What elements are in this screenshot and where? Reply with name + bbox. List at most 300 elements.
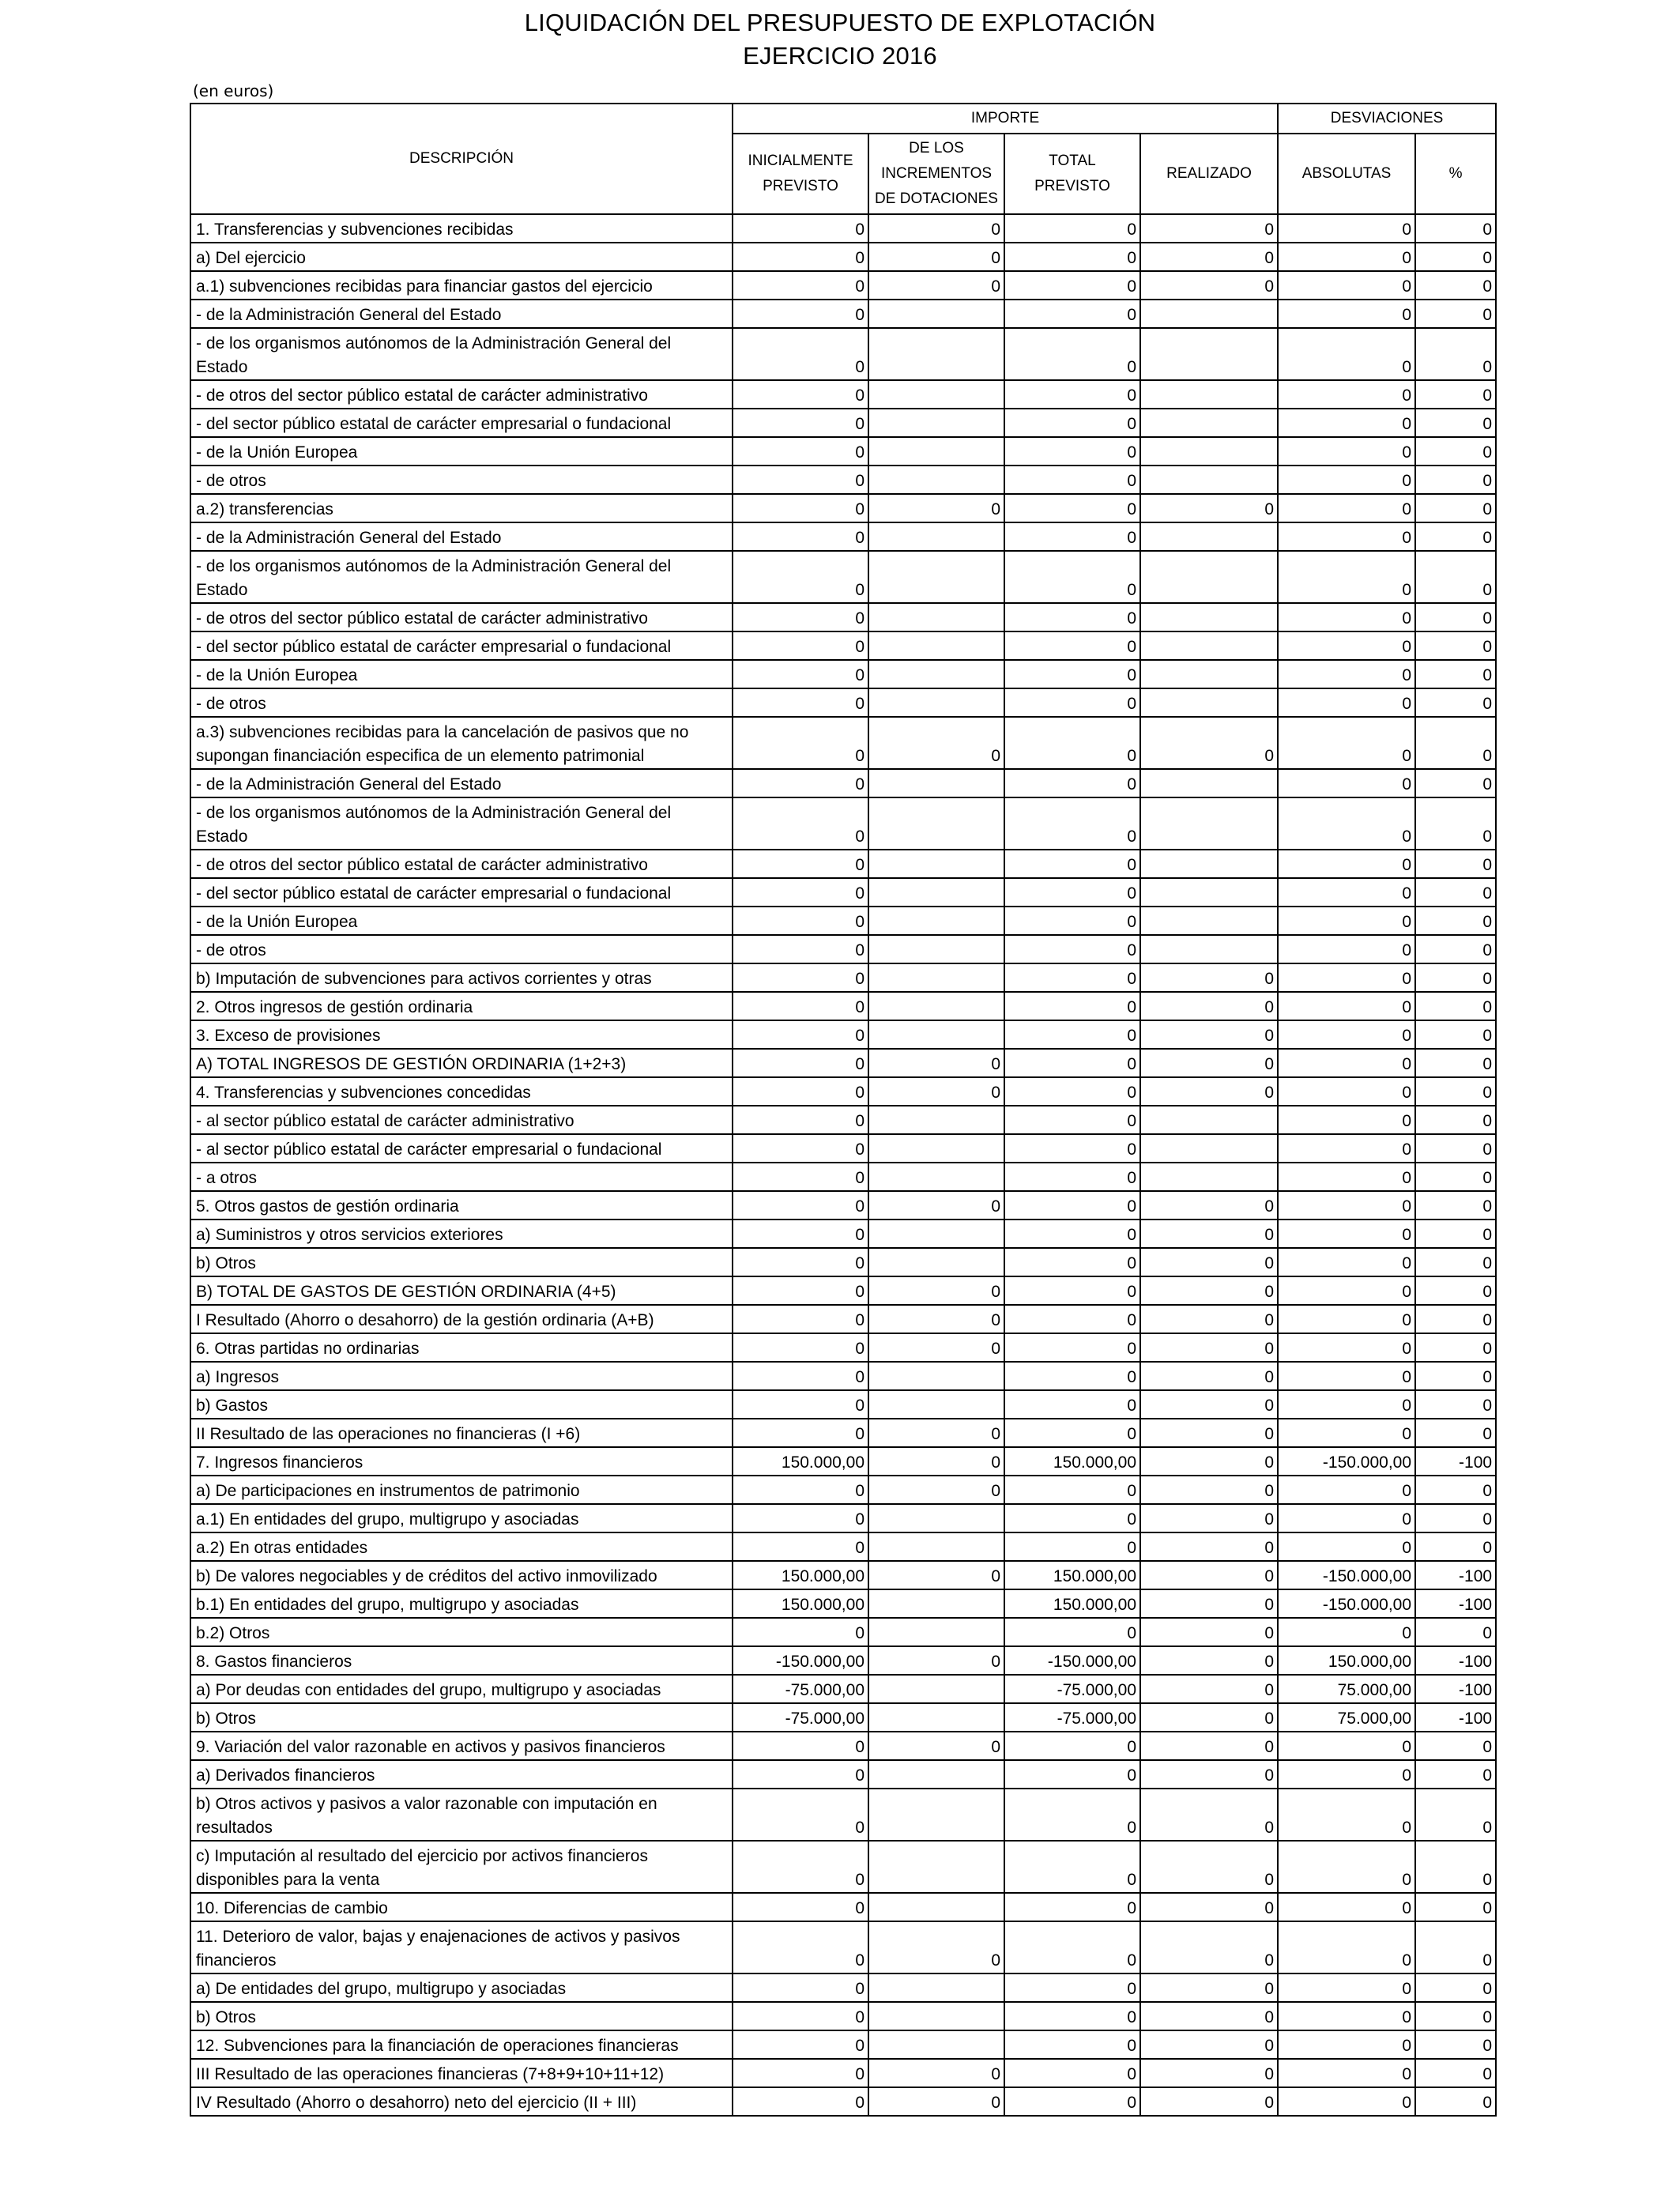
- header-inicialmente-previsto: [733, 134, 868, 214]
- cell-realizado: [1140, 522, 1278, 551]
- cell-inicialmente-previsto: 0: [733, 300, 868, 328]
- cell-incrementos: [868, 551, 1004, 603]
- cell-incrementos: [868, 1163, 1004, 1191]
- table-row: [190, 717, 1496, 769]
- row-description: B) TOTAL DE GASTOS DE GESTIÓN ORDINARIA (4+5): [190, 1276, 733, 1305]
- cell-realizado: 0: [1140, 494, 1278, 522]
- cell-total-previsto: 0: [1004, 935, 1140, 963]
- table-header: [190, 104, 1496, 214]
- table-row: [190, 1276, 1496, 1305]
- cell-porcentaje: 0: [1415, 963, 1496, 992]
- table-row: [190, 878, 1496, 907]
- table-row: [190, 2087, 1496, 2116]
- cell-total-previsto: 0: [1004, 1163, 1140, 1191]
- cell-porcentaje: 0: [1415, 551, 1496, 603]
- cell-realizado: 0: [1140, 1049, 1278, 1077]
- cell-realizado: [1140, 300, 1278, 328]
- cell-incrementos: [868, 1841, 1004, 1893]
- cell-absolutas: 0: [1278, 2030, 1415, 2059]
- cell-inicialmente-previsto: 0: [733, 878, 868, 907]
- cell-realizado: [1140, 935, 1278, 963]
- table-row: [190, 551, 1496, 603]
- cell-absolutas: 0: [1278, 1220, 1415, 1248]
- cell-inicialmente-previsto: 0: [733, 963, 868, 992]
- row-description: a) Ingresos: [190, 1362, 733, 1390]
- cell-realizado: 0: [1140, 1561, 1278, 1589]
- cell-inicialmente-previsto: 0: [733, 1163, 868, 1191]
- row-description: b) Otros: [190, 1703, 733, 1732]
- cell-total-previsto: 0: [1004, 1248, 1140, 1276]
- cell-incrementos: [868, 1589, 1004, 1618]
- cell-inicialmente-previsto: 0: [733, 1276, 868, 1305]
- cell-porcentaje: 0: [1415, 2059, 1496, 2087]
- table-row: [190, 1419, 1496, 1447]
- cell-incrementos: [868, 1532, 1004, 1561]
- cell-absolutas: 0: [1278, 1049, 1415, 1077]
- cell-inicialmente-previsto: 0: [733, 1106, 868, 1134]
- cell-absolutas: 0: [1278, 551, 1415, 603]
- row-description: a.2) transferencias: [190, 494, 733, 522]
- cell-incrementos: 0: [868, 214, 1004, 243]
- cell-absolutas: 0: [1278, 1333, 1415, 1362]
- table-row: [190, 1646, 1496, 1675]
- cell-porcentaje: 0: [1415, 1106, 1496, 1134]
- cell-incrementos: [868, 907, 1004, 935]
- cell-inicialmente-previsto: 0: [733, 1191, 868, 1220]
- table-row: [190, 963, 1496, 992]
- table-row: [190, 1732, 1496, 1760]
- cell-inicialmente-previsto: 0: [733, 935, 868, 963]
- header-incrementos-line3: DE DOTACIONES: [875, 190, 998, 207]
- table-row: [190, 1390, 1496, 1419]
- cell-total-previsto: 0: [1004, 522, 1140, 551]
- row-description: 3. Exceso de provisiones: [190, 1020, 733, 1049]
- cell-inicialmente-previsto: 0: [733, 1618, 868, 1646]
- cell-total-previsto: 150.000,00: [1004, 1447, 1140, 1476]
- cell-realizado: 0: [1140, 1305, 1278, 1333]
- cell-total-previsto: 0: [1004, 466, 1140, 494]
- cell-realizado: 0: [1140, 1789, 1278, 1841]
- cell-porcentaje: 0: [1415, 328, 1496, 380]
- cell-porcentaje: 0: [1415, 1532, 1496, 1561]
- cell-total-previsto: 0: [1004, 850, 1140, 878]
- cell-porcentaje: 0: [1415, 878, 1496, 907]
- cell-inicialmente-previsto: 0: [733, 1841, 868, 1893]
- cell-inicialmente-previsto: 0: [733, 243, 868, 271]
- cell-absolutas: 0: [1278, 1921, 1415, 1973]
- cell-incrementos: 0: [868, 1305, 1004, 1333]
- cell-inicialmente-previsto: 0: [733, 1732, 868, 1760]
- cell-incrementos: [868, 1220, 1004, 1248]
- cell-porcentaje: 0: [1415, 1760, 1496, 1789]
- cell-absolutas: 0: [1278, 878, 1415, 907]
- cell-total-previsto: 0: [1004, 603, 1140, 631]
- cell-porcentaje: 0: [1415, 1841, 1496, 1893]
- cell-inicialmente-previsto: 0: [733, 437, 868, 466]
- cell-inicialmente-previsto: 0: [733, 2002, 868, 2030]
- table-row: [190, 494, 1496, 522]
- cell-total-previsto: 0: [1004, 878, 1140, 907]
- cell-inicialmente-previsto: -75.000,00: [733, 1675, 868, 1703]
- cell-absolutas: 0: [1278, 1020, 1415, 1049]
- cell-absolutas: 0: [1278, 1973, 1415, 2002]
- cell-incrementos: [868, 1390, 1004, 1419]
- cell-inicialmente-previsto: 0: [733, 522, 868, 551]
- cell-porcentaje: 0: [1415, 2087, 1496, 2116]
- row-description: 11. Deterioro de valor, bajas y enajenaciones de activos y pasivos financieros: [190, 1921, 733, 1973]
- table-row: [190, 1305, 1496, 1333]
- cell-absolutas: 0: [1278, 328, 1415, 380]
- table-row: [190, 1476, 1496, 1504]
- cell-absolutas: 0: [1278, 850, 1415, 878]
- cell-absolutas: 0: [1278, 214, 1415, 243]
- table-row: [190, 769, 1496, 797]
- cell-absolutas: 0: [1278, 603, 1415, 631]
- cell-realizado: [1140, 850, 1278, 878]
- cell-incrementos: 0: [868, 1333, 1004, 1362]
- cell-absolutas: 0: [1278, 1419, 1415, 1447]
- cell-porcentaje: -100: [1415, 1703, 1496, 1732]
- table-row: [190, 1248, 1496, 1276]
- cell-porcentaje: 0: [1415, 271, 1496, 300]
- cell-absolutas: 75.000,00: [1278, 1675, 1415, 1703]
- cell-realizado: [1140, 688, 1278, 717]
- cell-realizado: 0: [1140, 1973, 1278, 2002]
- cell-porcentaje: 0: [1415, 935, 1496, 963]
- row-description: a) Derivados financieros: [190, 1760, 733, 1789]
- cell-absolutas: 0: [1278, 1760, 1415, 1789]
- header-incrementos-line1: DE LOS: [909, 140, 964, 156]
- report-subtitle: EJERCICIO 2016: [743, 42, 937, 70]
- cell-realizado: [1140, 603, 1278, 631]
- cell-incrementos: [868, 380, 1004, 409]
- cell-incrementos: [868, 1362, 1004, 1390]
- cell-porcentaje: 0: [1415, 1504, 1496, 1532]
- cell-absolutas: 0: [1278, 2002, 1415, 2030]
- row-description: - del sector público estatal de carácter empresarial o fundacional: [190, 631, 733, 660]
- table-row: [190, 243, 1496, 271]
- cell-inicialmente-previsto: 0: [733, 1020, 868, 1049]
- cell-porcentaje: -100: [1415, 1646, 1496, 1675]
- cell-incrementos: 0: [868, 717, 1004, 769]
- row-description: a) De entidades del grupo, multigrupo y asociadas: [190, 1973, 733, 2002]
- cell-inicialmente-previsto: 0: [733, 1504, 868, 1532]
- cell-absolutas: -150.000,00: [1278, 1447, 1415, 1476]
- cell-inicialmente-previsto: 0: [733, 769, 868, 797]
- cell-realizado: [1140, 437, 1278, 466]
- cell-realizado: 0: [1140, 963, 1278, 992]
- cell-incrementos: 0: [868, 1191, 1004, 1220]
- header-total-previsto: [1004, 134, 1140, 214]
- cell-porcentaje: 0: [1415, 1191, 1496, 1220]
- cell-incrementos: [868, 631, 1004, 660]
- cell-incrementos: [868, 850, 1004, 878]
- row-description: II Resultado de las operaciones no financieras (I +6): [190, 1419, 733, 1447]
- table-row: [190, 1589, 1496, 1618]
- cell-total-previsto: 0: [1004, 214, 1140, 243]
- cell-incrementos: 0: [868, 494, 1004, 522]
- row-description: - del sector público estatal de carácter empresarial o fundacional: [190, 878, 733, 907]
- table-row: [190, 603, 1496, 631]
- cell-total-previsto: 0: [1004, 1134, 1140, 1163]
- cell-incrementos: 0: [868, 1447, 1004, 1476]
- cell-absolutas: 0: [1278, 1532, 1415, 1561]
- cell-incrementos: 0: [868, 271, 1004, 300]
- table-row: [190, 992, 1496, 1020]
- table-row: [190, 1561, 1496, 1589]
- cell-inicialmente-previsto: 0: [733, 1476, 868, 1504]
- cell-incrementos: 0: [868, 1276, 1004, 1305]
- cell-realizado: 0: [1140, 1390, 1278, 1419]
- cell-realizado: 0: [1140, 1447, 1278, 1476]
- cell-realizado: [1140, 907, 1278, 935]
- cell-total-previsto: 0: [1004, 992, 1140, 1020]
- cell-realizado: 0: [1140, 243, 1278, 271]
- cell-absolutas: 0: [1278, 1618, 1415, 1646]
- cell-total-previsto: 0: [1004, 1362, 1140, 1390]
- cell-total-previsto: 0: [1004, 907, 1140, 935]
- cell-porcentaje: 0: [1415, 992, 1496, 1020]
- cell-absolutas: 0: [1278, 769, 1415, 797]
- row-description: b) Gastos: [190, 1390, 733, 1419]
- cell-inicialmente-previsto: 0: [733, 1362, 868, 1390]
- cell-porcentaje: -100: [1415, 1561, 1496, 1589]
- cell-inicialmente-previsto: 0: [733, 1419, 868, 1447]
- cell-total-previsto: 0: [1004, 1973, 1140, 2002]
- cell-incrementos: [868, 1106, 1004, 1134]
- table-row: [190, 688, 1496, 717]
- header-importe: IMPORTE: [733, 104, 1278, 134]
- cell-absolutas: 0: [1278, 300, 1415, 328]
- cell-inicialmente-previsto: 0: [733, 1789, 868, 1841]
- row-description: - de los organismos autónomos de la Administración General del Estado: [190, 551, 733, 603]
- cell-porcentaje: 0: [1415, 1276, 1496, 1305]
- row-description: IV Resultado (Ahorro o desahorro) neto del ejercicio (II + III): [190, 2087, 733, 2116]
- cell-realizado: 0: [1140, 2030, 1278, 2059]
- cell-inicialmente-previsto: 0: [733, 328, 868, 380]
- table-body: [190, 214, 1496, 2116]
- row-description: - de la Administración General del Estado: [190, 769, 733, 797]
- row-description: a.1) subvenciones recibidas para financiar gastos del ejercicio: [190, 271, 733, 300]
- cell-incrementos: 0: [868, 1646, 1004, 1675]
- cell-incrementos: 0: [868, 1419, 1004, 1447]
- cell-porcentaje: 0: [1415, 688, 1496, 717]
- table-row: [190, 1191, 1496, 1220]
- cell-porcentaje: 0: [1415, 797, 1496, 850]
- cell-inicialmente-previsto: 150.000,00: [733, 1589, 868, 1618]
- cell-porcentaje: 0: [1415, 380, 1496, 409]
- row-description: - de la Unión Europea: [190, 437, 733, 466]
- cell-incrementos: 0: [868, 1921, 1004, 1973]
- cell-total-previsto: 0: [1004, 494, 1140, 522]
- cell-inicialmente-previsto: 0: [733, 850, 868, 878]
- cell-realizado: [1140, 380, 1278, 409]
- cell-incrementos: [868, 2002, 1004, 2030]
- cell-total-previsto: 0: [1004, 1276, 1140, 1305]
- table-row: [190, 1504, 1496, 1532]
- cell-absolutas: 0: [1278, 717, 1415, 769]
- cell-absolutas: 0: [1278, 1248, 1415, 1276]
- cell-absolutas: 0: [1278, 1276, 1415, 1305]
- cell-total-previsto: 0: [1004, 328, 1140, 380]
- row-description: 9. Variación del valor razonable en activos y pasivos financieros: [190, 1732, 733, 1760]
- cell-total-previsto: 0: [1004, 1789, 1140, 1841]
- cell-total-previsto: 0: [1004, 1504, 1140, 1532]
- cell-realizado: [1140, 878, 1278, 907]
- cell-realizado: [1140, 1106, 1278, 1134]
- cell-incrementos: [868, 797, 1004, 850]
- cell-inicialmente-previsto: 0: [733, 551, 868, 603]
- table-row: [190, 466, 1496, 494]
- units-note: (en euros): [193, 81, 274, 100]
- row-description: - de la Administración General del Estado: [190, 522, 733, 551]
- cell-absolutas: 0: [1278, 2087, 1415, 2116]
- cell-realizado: [1140, 797, 1278, 850]
- cell-realizado: 0: [1140, 1362, 1278, 1390]
- table-row: [190, 437, 1496, 466]
- cell-realizado: 0: [1140, 1675, 1278, 1703]
- cell-total-previsto: 0: [1004, 769, 1140, 797]
- cell-total-previsto: 0: [1004, 1532, 1140, 1561]
- table-row: [190, 1106, 1496, 1134]
- row-description: c) Imputación al resultado del ejercicio por activos financieros disponibles para la venta: [190, 1841, 733, 1893]
- table-row: [190, 850, 1496, 878]
- cell-porcentaje: 0: [1415, 1077, 1496, 1106]
- table-row: [190, 1220, 1496, 1248]
- cell-incrementos: [868, 1134, 1004, 1163]
- cell-porcentaje: 0: [1415, 1248, 1496, 1276]
- cell-realizado: 0: [1140, 1419, 1278, 1447]
- cell-realizado: 0: [1140, 992, 1278, 1020]
- row-description: III Resultado de las operaciones financieras (7+8+9+10+11+12): [190, 2059, 733, 2087]
- cell-incrementos: [868, 963, 1004, 992]
- cell-inicialmente-previsto: 150.000,00: [733, 1561, 868, 1589]
- row-description: 6. Otras partidas no ordinarias: [190, 1333, 733, 1362]
- cell-inicialmente-previsto: 0: [733, 1532, 868, 1561]
- cell-incrementos: [868, 769, 1004, 797]
- cell-porcentaje: 0: [1415, 466, 1496, 494]
- cell-absolutas: 0: [1278, 1134, 1415, 1163]
- cell-inicialmente-previsto: 0: [733, 1893, 868, 1921]
- header-inicialmente-line1: INICIALMENTE: [748, 153, 853, 169]
- cell-porcentaje: 0: [1415, 494, 1496, 522]
- cell-total-previsto: 0: [1004, 2087, 1140, 2116]
- cell-inicialmente-previsto: 0: [733, 907, 868, 935]
- cell-realizado: [1140, 660, 1278, 688]
- header-incrementos: [868, 134, 1004, 214]
- header-incrementos-line2: INCREMENTOS: [880, 165, 993, 182]
- cell-porcentaje: -100: [1415, 1675, 1496, 1703]
- cell-realizado: [1140, 409, 1278, 437]
- row-description: I Resultado (Ahorro o desahorro) de la gestión ordinaria (A+B): [190, 1305, 733, 1333]
- cell-porcentaje: 0: [1415, 717, 1496, 769]
- table-row: [190, 1675, 1496, 1703]
- cell-realizado: 0: [1140, 1618, 1278, 1646]
- table-row: [190, 1077, 1496, 1106]
- cell-realizado: 0: [1140, 1532, 1278, 1561]
- cell-inicialmente-previsto: 0: [733, 1390, 868, 1419]
- cell-inicialmente-previsto: -150.000,00: [733, 1646, 868, 1675]
- cell-inicialmente-previsto: 0: [733, 1305, 868, 1333]
- table-row: [190, 1841, 1496, 1893]
- cell-inicialmente-previsto: 0: [733, 380, 868, 409]
- cell-incrementos: [868, 1703, 1004, 1732]
- cell-incrementos: [868, 1973, 1004, 2002]
- row-description: - al sector público estatal de carácter empresarial o fundacional: [190, 1134, 733, 1163]
- cell-absolutas: 0: [1278, 271, 1415, 300]
- cell-total-previsto: 0: [1004, 1077, 1140, 1106]
- cell-absolutas: 0: [1278, 1841, 1415, 1893]
- cell-total-previsto: 0: [1004, 380, 1140, 409]
- cell-porcentaje: 0: [1415, 1020, 1496, 1049]
- row-description: - de otros: [190, 466, 733, 494]
- cell-porcentaje: 0: [1415, 437, 1496, 466]
- cell-absolutas: 0: [1278, 1732, 1415, 1760]
- cell-inicialmente-previsto: -75.000,00: [733, 1703, 868, 1732]
- cell-absolutas: 0: [1278, 1191, 1415, 1220]
- cell-inicialmente-previsto: 0: [733, 603, 868, 631]
- cell-total-previsto: 0: [1004, 660, 1140, 688]
- row-description: a) Del ejercicio: [190, 243, 733, 271]
- cell-porcentaje: 0: [1415, 1390, 1496, 1419]
- cell-porcentaje: 0: [1415, 1163, 1496, 1191]
- row-description: b) Otros: [190, 2002, 733, 2030]
- cell-porcentaje: 0: [1415, 409, 1496, 437]
- cell-total-previsto: 0: [1004, 1106, 1140, 1134]
- cell-absolutas: 0: [1278, 1504, 1415, 1532]
- table-row: [190, 380, 1496, 409]
- header-total-line1: TOTAL: [1049, 153, 1096, 169]
- row-description: a.2) En otras entidades: [190, 1532, 733, 1561]
- cell-total-previsto: 0: [1004, 1618, 1140, 1646]
- cell-total-previsto: 0: [1004, 1893, 1140, 1921]
- cell-porcentaje: 0: [1415, 1220, 1496, 1248]
- cell-porcentaje: 0: [1415, 1362, 1496, 1390]
- table-row: [190, 2030, 1496, 2059]
- cell-total-previsto: 0: [1004, 437, 1140, 466]
- cell-total-previsto: 0: [1004, 1732, 1140, 1760]
- table-row: [190, 935, 1496, 963]
- cell-porcentaje: 0: [1415, 1134, 1496, 1163]
- table-row: [190, 2059, 1496, 2087]
- cell-total-previsto: 0: [1004, 1390, 1140, 1419]
- cell-inicialmente-previsto: 0: [733, 1760, 868, 1789]
- cell-inicialmente-previsto: 0: [733, 2059, 868, 2087]
- cell-porcentaje: 0: [1415, 1893, 1496, 1921]
- cell-porcentaje: 0: [1415, 522, 1496, 551]
- table-row: [190, 2002, 1496, 2030]
- cell-realizado: 0: [1140, 1248, 1278, 1276]
- cell-absolutas: 0: [1278, 409, 1415, 437]
- cell-incrementos: 0: [868, 1077, 1004, 1106]
- cell-total-previsto: 0: [1004, 717, 1140, 769]
- cell-incrementos: [868, 1789, 1004, 1841]
- row-description: - de otros del sector público estatal de carácter administrativo: [190, 603, 733, 631]
- cell-incrementos: [868, 409, 1004, 437]
- table-row: [190, 1921, 1496, 1973]
- cell-realizado: 0: [1140, 1646, 1278, 1675]
- cell-absolutas: 0: [1278, 688, 1415, 717]
- cell-porcentaje: 0: [1415, 300, 1496, 328]
- cell-total-previsto: 0: [1004, 1333, 1140, 1362]
- header-porcentaje: %: [1415, 134, 1496, 214]
- cell-incrementos: [868, 688, 1004, 717]
- cell-realizado: 0: [1140, 271, 1278, 300]
- cell-total-previsto: -75.000,00: [1004, 1703, 1140, 1732]
- cell-total-previsto: 0: [1004, 1476, 1140, 1504]
- cell-porcentaje: 0: [1415, 1921, 1496, 1973]
- cell-total-previsto: 0: [1004, 1049, 1140, 1077]
